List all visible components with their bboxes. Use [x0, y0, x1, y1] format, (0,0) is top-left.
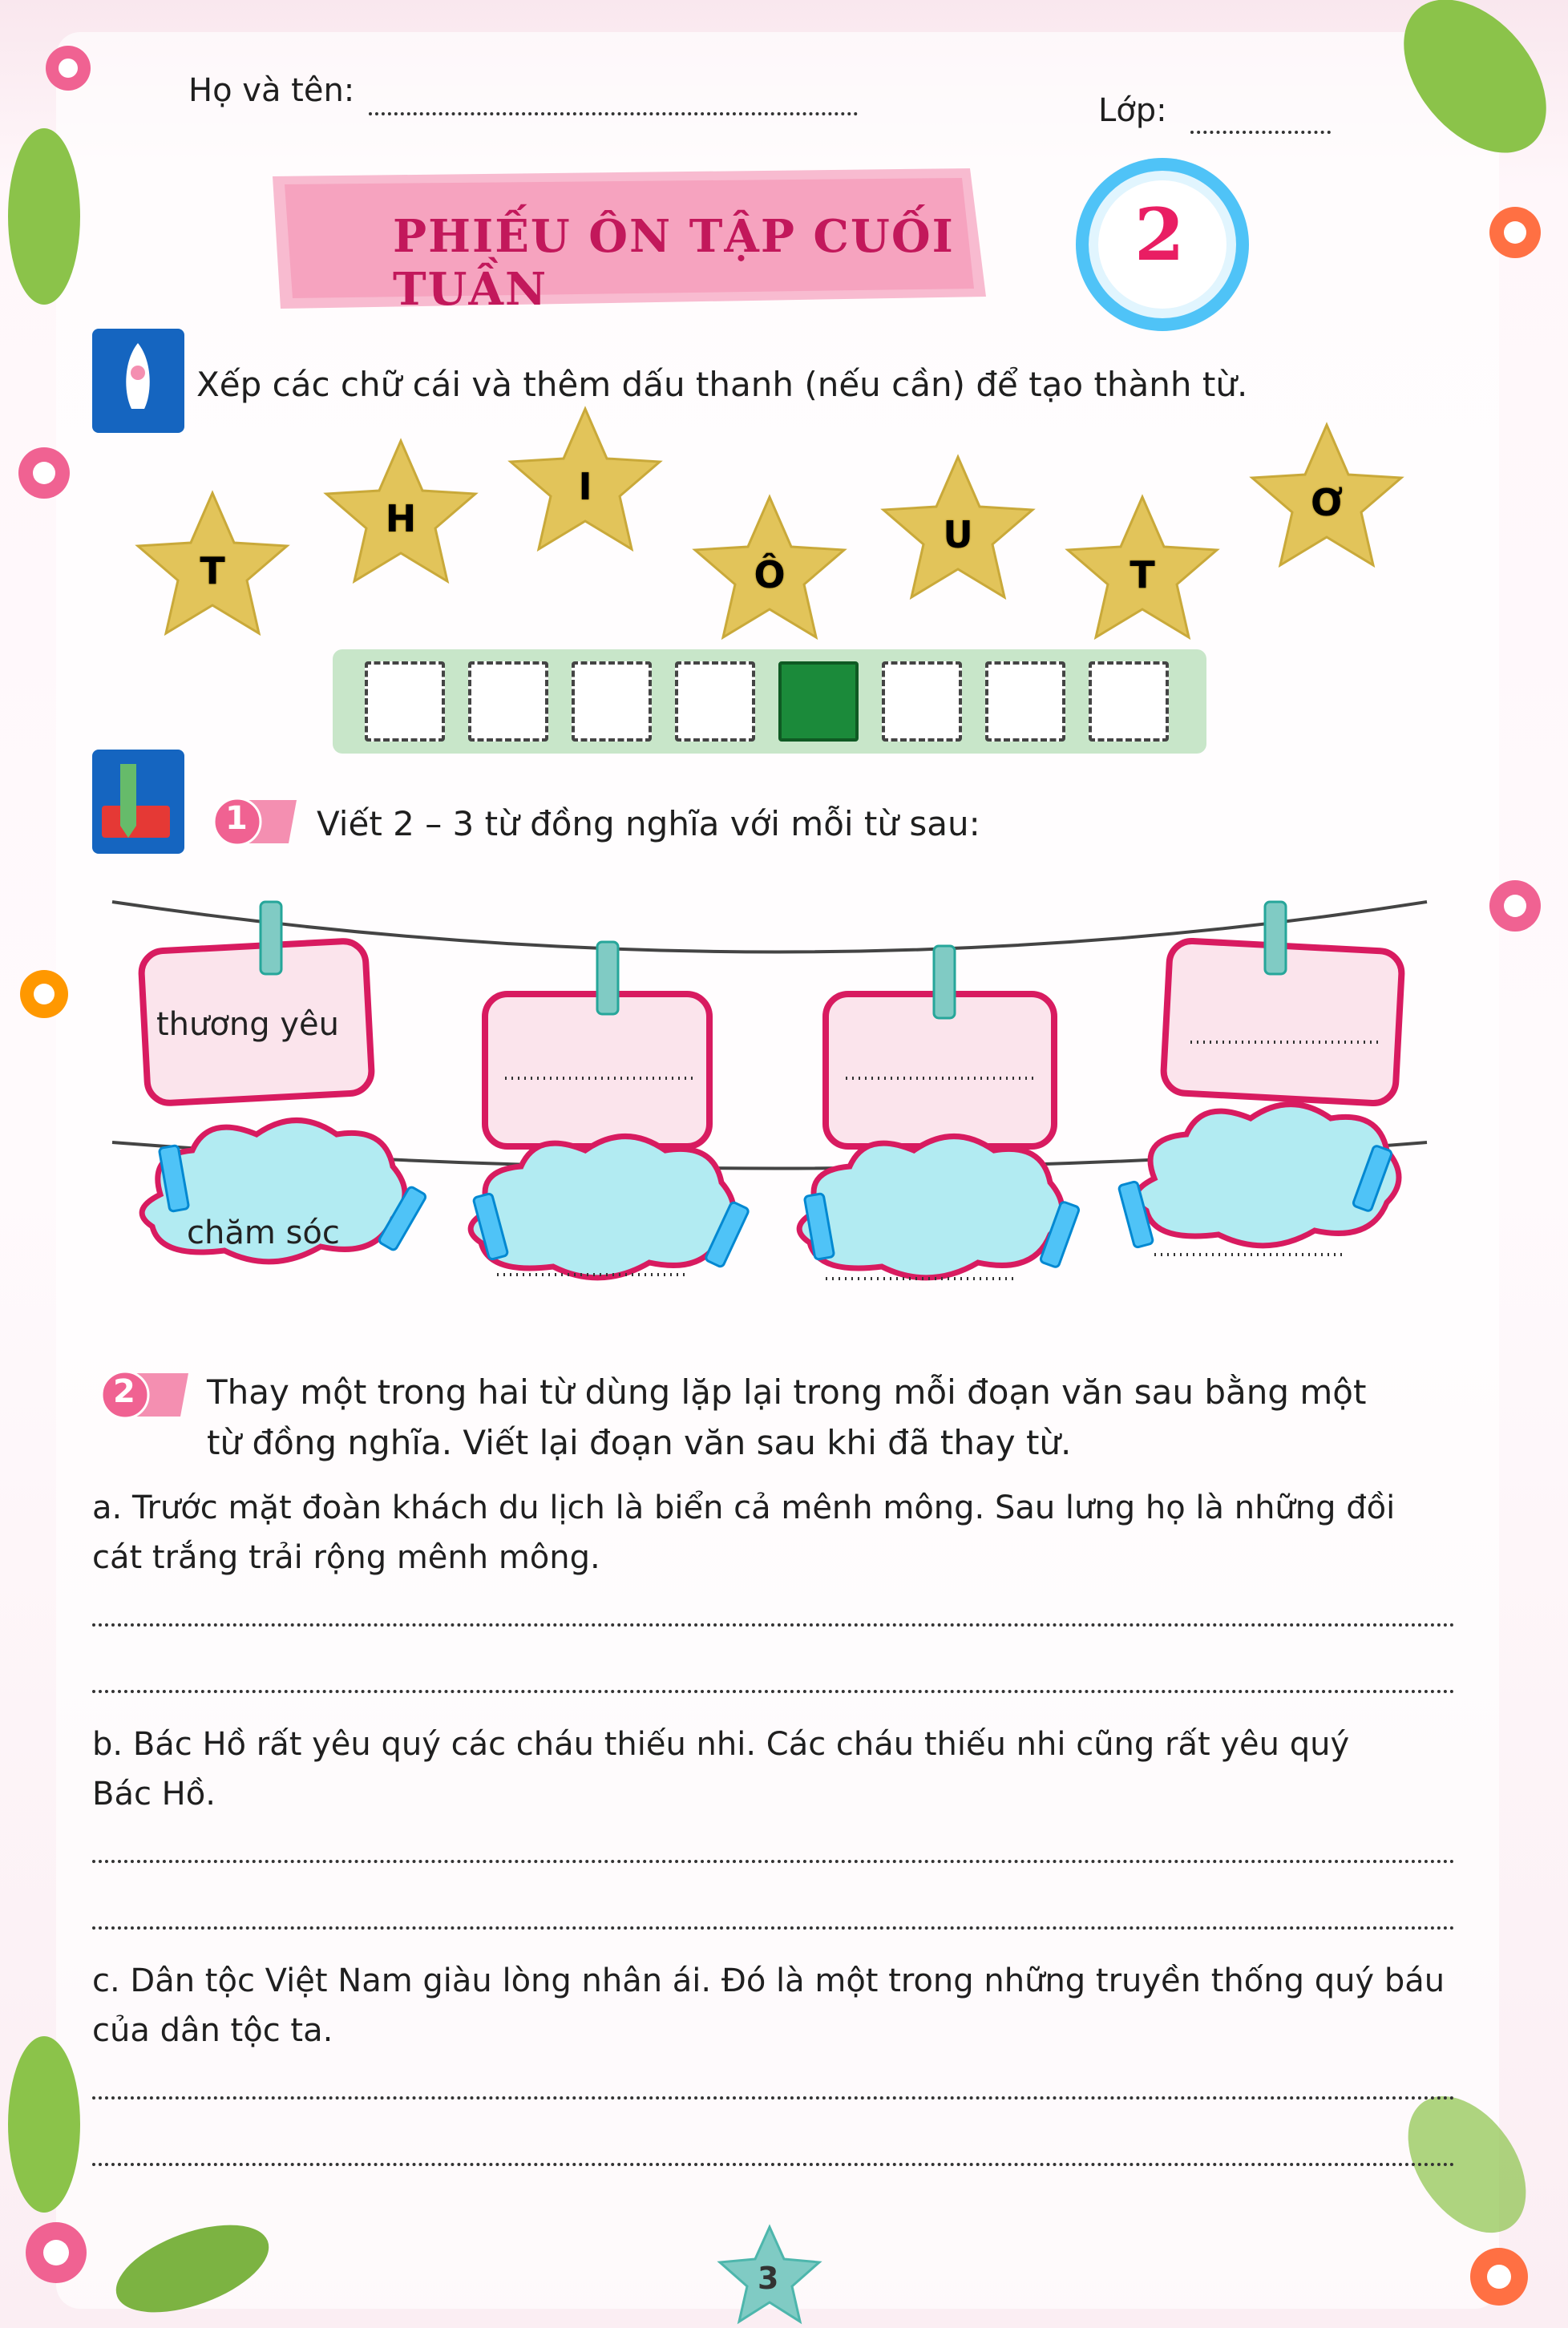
letter-box[interactable]	[985, 661, 1065, 742]
answer-line[interactable]	[92, 2163, 1455, 2166]
answer-line[interactable]	[92, 1926, 1455, 1930]
leaf-icon	[8, 128, 80, 305]
page-number: 3	[758, 2261, 779, 2296]
answer-line[interactable]	[92, 2096, 1455, 2100]
leaf-icon	[8, 2036, 80, 2213]
star-letter: U	[943, 513, 973, 556]
flower-icon	[1489, 207, 1541, 258]
class-label: Lớp:	[1098, 92, 1167, 129]
clothespin-icon	[597, 942, 618, 1014]
exercise-1-instruction: Viết 2 – 3 từ đồng nghĩa với mỗi từ sau:	[317, 804, 980, 843]
word-card	[485, 994, 709, 1146]
letter-box-strip	[333, 649, 1206, 754]
card-word-thuong-yeu: thương yêu	[156, 1006, 339, 1043]
letter-box[interactable]	[882, 661, 962, 742]
exercise-2-item-c-line1: c. Dân tộc Việt Nam giàu lòng nhân ái. Đó là một trong những truyền thống quý báu	[92, 1962, 1445, 1999]
exercise-2-instruction-line1: Thay một trong hai từ dùng lặp lại trong mỗi đoạn văn sau bằng một	[207, 1372, 1367, 1412]
name-label: Họ và tên:	[188, 72, 355, 109]
answer-line[interactable]	[92, 1623, 1455, 1627]
star-letter: I	[578, 465, 592, 508]
letter-box[interactable]	[778, 661, 859, 742]
flower-icon	[46, 46, 91, 91]
leaf-icon	[1376, 0, 1568, 180]
flower-icon	[1470, 2248, 1528, 2306]
star-letter: T	[200, 549, 225, 592]
star-letter: Ơ	[1310, 481, 1344, 524]
star-letter: H	[385, 497, 417, 540]
exercise-2-number: 2	[113, 1373, 135, 1410]
letter-box[interactable]	[468, 661, 548, 742]
exercise-2-instruction-line2: từ đồng nghĩa. Viết lại đoạn văn sau khi đã thay từ.	[207, 1423, 1072, 1462]
exercise-2-marker	[96, 1367, 200, 1423]
clothespin-icon	[934, 946, 955, 1018]
exercise-2-item-b-line1: b. Bác Hồ rất yêu quý các cháu thiếu nhi. Các cháu thiếu nhi cũng rất yêu quý	[92, 1726, 1350, 1763]
page-title: PHIẾU ÔN TẬP CUỐI TUẦN	[393, 210, 955, 316]
exercise-2-item-c-line2: của dân tộc ta.	[92, 2012, 333, 2049]
letter-box[interactable]	[675, 661, 755, 742]
letter-box[interactable]	[365, 661, 445, 742]
exercise-2-item-a-line1: a. Trước mặt đoàn khách du lịch là biển cả mênh mông. Sau lưng họ là những đồi	[92, 1489, 1396, 1526]
letter-box[interactable]	[1089, 661, 1169, 742]
clothespin-icon	[1265, 902, 1286, 974]
exercise-1-number: 1	[225, 800, 248, 837]
leaf-icon	[105, 2208, 281, 2328]
letter-box[interactable]	[572, 661, 652, 742]
sheet-number: 2	[1134, 192, 1185, 277]
title-banner	[265, 160, 1106, 316]
answer-line[interactable]	[92, 1860, 1455, 1863]
intro-instruction: Xếp các chữ cái và thêm dấu thanh (nếu cần) để tạo thành từ.	[196, 365, 1248, 404]
clothesline-illustration	[0, 858, 1568, 1339]
star-letter: Ô	[754, 553, 786, 596]
letter-stars	[0, 401, 1568, 657]
cloud-word-cham-soc: chăm sóc	[187, 1215, 340, 1251]
flower-icon	[26, 2222, 87, 2283]
clothespin-icon	[261, 902, 281, 974]
star-letter: T	[1130, 553, 1155, 596]
pencil-book-icon	[92, 750, 184, 854]
exercise-2-item-b-line2: Bác Hồ.	[92, 1776, 216, 1813]
answer-line[interactable]	[92, 1690, 1455, 1693]
exercise-2-item-a-line2: cát trắng trải rộng mênh mông.	[92, 1539, 600, 1576]
cloud-card	[142, 1105, 1399, 1278]
name-field[interactable]	[369, 112, 858, 115]
class-field[interactable]	[1190, 131, 1331, 134]
exercise-1-marker	[208, 794, 305, 850]
